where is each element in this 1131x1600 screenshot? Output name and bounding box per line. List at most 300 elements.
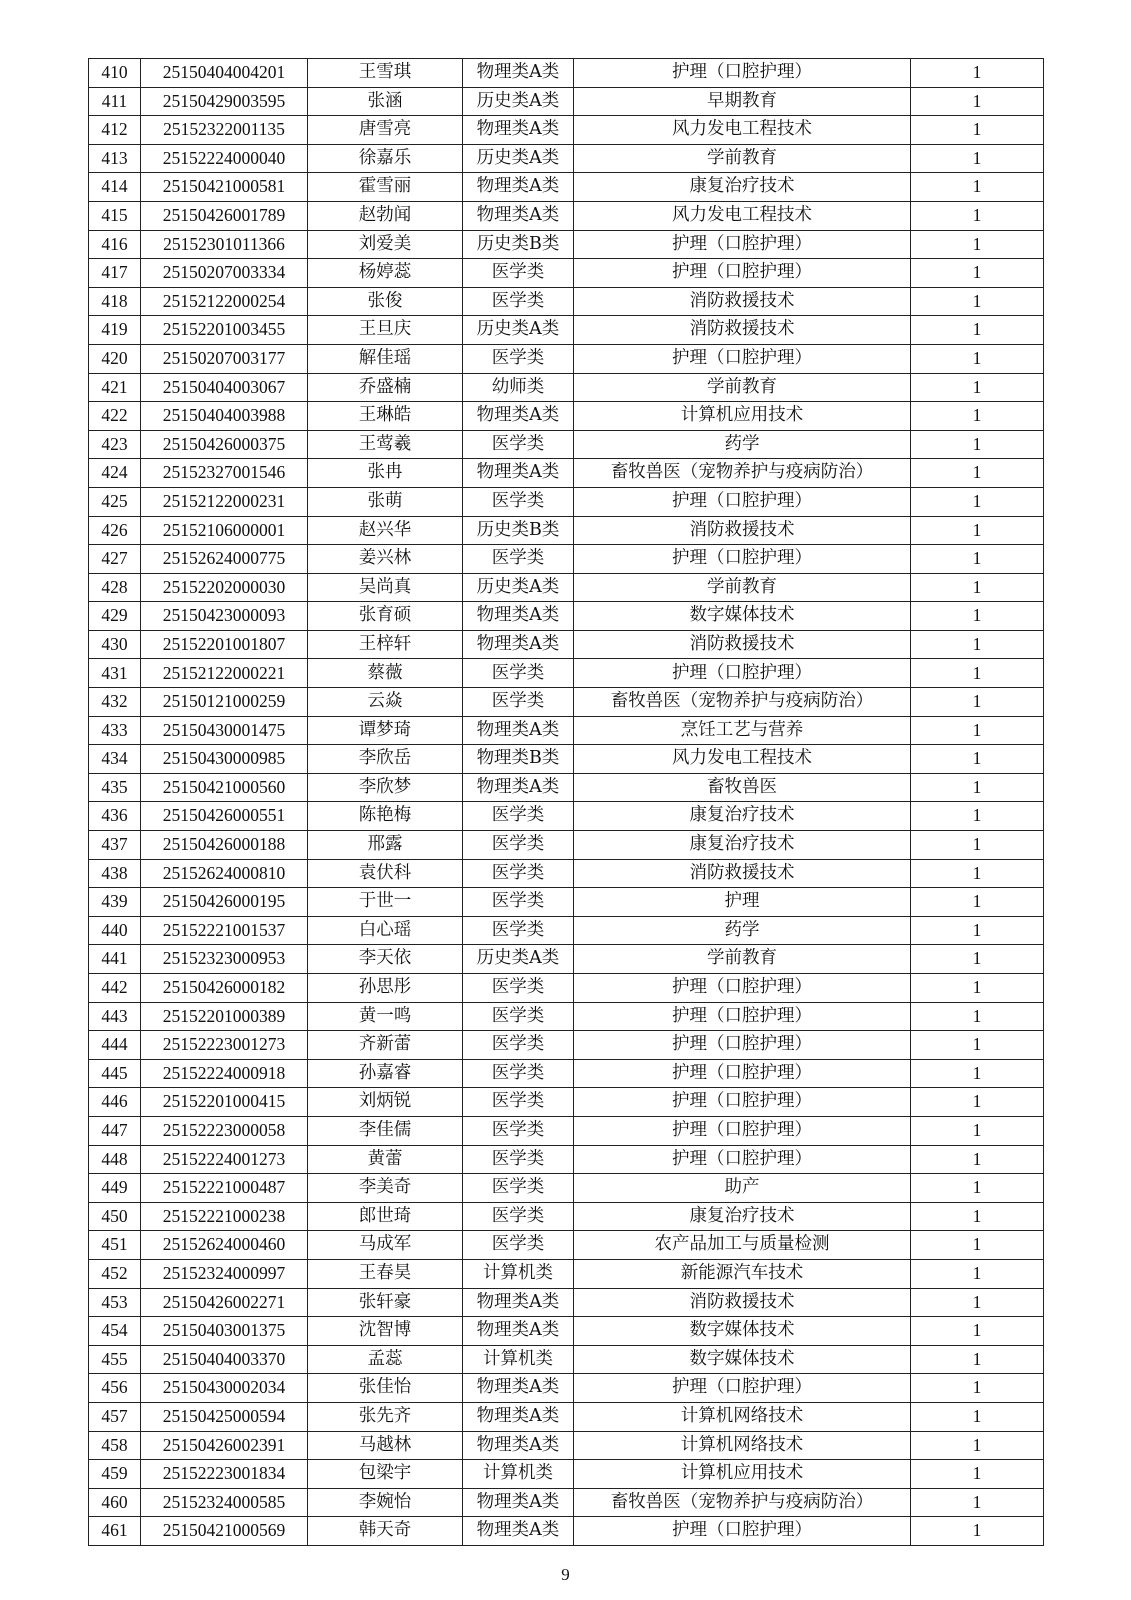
major-cell: 护理（口腔护理）: [574, 59, 911, 88]
candidate-id-cell: 25150404003067: [141, 373, 308, 402]
table-row: [89, 87, 1044, 116]
student-name-cell: 韩天奇: [308, 1517, 463, 1546]
count-cell: 1: [911, 1002, 1044, 1031]
candidate-id-cell: 25152122000221: [141, 659, 308, 688]
category-cell: 医学类: [463, 802, 574, 831]
count-cell: 1: [911, 716, 1044, 745]
major-cell: 护理（口腔护理）: [574, 1002, 911, 1031]
candidate-id-cell: 25150421000560: [141, 773, 308, 802]
major-cell: 护理（口腔护理）: [574, 974, 911, 1003]
major-cell: 护理: [574, 888, 911, 917]
count-cell: 1: [911, 1488, 1044, 1517]
student-name-cell: 李欣梦: [308, 773, 463, 802]
category-cell: 物理类A类: [463, 173, 574, 202]
student-name-cell: 刘爱美: [308, 230, 463, 259]
table-row: [89, 659, 1044, 688]
category-cell: 医学类: [463, 1145, 574, 1174]
category-cell: 医学类: [463, 916, 574, 945]
row-number-cell: 452: [89, 1259, 141, 1288]
major-cell: 学前教育: [574, 573, 911, 602]
count-cell: 1: [911, 1460, 1044, 1489]
candidate-id-cell: 25152201000389: [141, 1002, 308, 1031]
student-name-cell: 解佳瑶: [308, 344, 463, 373]
major-cell: 消防救援技术: [574, 316, 911, 345]
candidate-id-cell: 25150404003988: [141, 402, 308, 431]
category-cell: 医学类: [463, 1231, 574, 1260]
candidate-id-cell: 25152624000810: [141, 859, 308, 888]
student-name-cell: 姜兴林: [308, 545, 463, 574]
category-cell: 历史类A类: [463, 87, 574, 116]
student-name-cell: 于世一: [308, 888, 463, 917]
candidate-id-cell: 25152301011366: [141, 230, 308, 259]
count-cell: 1: [911, 859, 1044, 888]
row-number-cell: 434: [89, 745, 141, 774]
row-number-cell: 458: [89, 1431, 141, 1460]
candidate-id-cell: 25152327001546: [141, 459, 308, 488]
count-cell: 1: [911, 344, 1044, 373]
category-cell: 医学类: [463, 659, 574, 688]
count-cell: 1: [911, 116, 1044, 145]
candidate-id-cell: 25150426002391: [141, 1431, 308, 1460]
candidate-id-cell: 25152223000058: [141, 1116, 308, 1145]
count-cell: 1: [911, 1345, 1044, 1374]
major-cell: 风力发电工程技术: [574, 201, 911, 230]
category-cell: 医学类: [463, 1059, 574, 1088]
category-cell: 物理类A类: [463, 716, 574, 745]
row-number-cell: 456: [89, 1374, 141, 1403]
row-number-cell: 441: [89, 945, 141, 974]
table-row: [89, 59, 1044, 88]
table-row: [89, 1402, 1044, 1431]
major-cell: 消防救援技术: [574, 630, 911, 659]
count-cell: 1: [911, 459, 1044, 488]
table-row: [89, 916, 1044, 945]
candidate-id-cell: 25152224000040: [141, 144, 308, 173]
candidate-id-cell: 25150423000093: [141, 602, 308, 631]
row-number-cell: 443: [89, 1002, 141, 1031]
category-cell: 医学类: [463, 1002, 574, 1031]
count-cell: 1: [911, 1402, 1044, 1431]
student-name-cell: 刘炳锐: [308, 1088, 463, 1117]
row-number-cell: 415: [89, 201, 141, 230]
major-cell: 护理（口腔护理）: [574, 344, 911, 373]
row-number-cell: 417: [89, 259, 141, 288]
student-name-cell: 徐嘉乐: [308, 144, 463, 173]
category-cell: 医学类: [463, 859, 574, 888]
category-cell: 物理类A类: [463, 1374, 574, 1403]
student-name-cell: 王春昊: [308, 1259, 463, 1288]
candidate-id-cell: 25152624000460: [141, 1231, 308, 1260]
candidate-id-cell: 25152322001135: [141, 116, 308, 145]
candidate-id-cell: 25150421000581: [141, 173, 308, 202]
count-cell: 1: [911, 888, 1044, 917]
major-cell: 畜牧兽医（宠物养护与疫病防治）: [574, 688, 911, 717]
count-cell: 1: [911, 831, 1044, 860]
table-row: [89, 1288, 1044, 1317]
row-number-cell: 418: [89, 287, 141, 316]
count-cell: 1: [911, 230, 1044, 259]
row-number-cell: 451: [89, 1231, 141, 1260]
category-cell: 计算机类: [463, 1259, 574, 1288]
row-number-cell: 431: [89, 659, 141, 688]
table-row: [89, 831, 1044, 860]
table-row: [89, 173, 1044, 202]
student-name-cell: 张轩豪: [308, 1288, 463, 1317]
student-name-cell: 马越林: [308, 1431, 463, 1460]
candidate-id-cell: 25150430002034: [141, 1374, 308, 1403]
count-cell: 1: [911, 1116, 1044, 1145]
major-cell: 计算机网络技术: [574, 1402, 911, 1431]
count-cell: 1: [911, 1059, 1044, 1088]
count-cell: 1: [911, 316, 1044, 345]
student-name-cell: 黄一鸣: [308, 1002, 463, 1031]
major-cell: 护理（口腔护理）: [574, 1116, 911, 1145]
count-cell: 1: [911, 516, 1044, 545]
major-cell: 护理（口腔护理）: [574, 1059, 911, 1088]
major-cell: 护理（口腔护理）: [574, 1517, 911, 1546]
major-cell: 学前教育: [574, 144, 911, 173]
category-cell: 物理类A类: [463, 1317, 574, 1346]
major-cell: 护理（口腔护理）: [574, 487, 911, 516]
table-row: [89, 201, 1044, 230]
category-cell: 物理类A类: [463, 1517, 574, 1546]
table-row: [89, 888, 1044, 917]
table-row: [89, 287, 1044, 316]
category-cell: 医学类: [463, 259, 574, 288]
candidate-id-cell: 25152221000487: [141, 1174, 308, 1203]
table-row: [89, 1517, 1044, 1546]
count-cell: 1: [911, 1517, 1044, 1546]
count-cell: 1: [911, 144, 1044, 173]
student-name-cell: 霍雪丽: [308, 173, 463, 202]
table-row: [89, 344, 1044, 373]
row-number-cell: 423: [89, 430, 141, 459]
count-cell: 1: [911, 173, 1044, 202]
major-cell: 早期教育: [574, 87, 911, 116]
student-name-cell: 张俊: [308, 287, 463, 316]
table-row: [89, 230, 1044, 259]
major-cell: 助产: [574, 1174, 911, 1203]
table-row: [89, 1488, 1044, 1517]
student-name-cell: 吴尚真: [308, 573, 463, 602]
category-cell: 医学类: [463, 487, 574, 516]
category-cell: 物理类A类: [463, 1402, 574, 1431]
category-cell: 医学类: [463, 1088, 574, 1117]
count-cell: 1: [911, 1202, 1044, 1231]
count-cell: 1: [911, 659, 1044, 688]
category-cell: 医学类: [463, 344, 574, 373]
student-name-cell: 包梁宇: [308, 1460, 463, 1489]
candidate-id-cell: 25150426000182: [141, 974, 308, 1003]
candidate-id-cell: 25150425000594: [141, 1402, 308, 1431]
count-cell: 1: [911, 745, 1044, 774]
count-cell: 1: [911, 59, 1044, 88]
count-cell: 1: [911, 430, 1044, 459]
category-cell: 历史类A类: [463, 144, 574, 173]
major-cell: 风力发电工程技术: [574, 745, 911, 774]
table-row: [89, 1031, 1044, 1060]
major-cell: 计算机应用技术: [574, 402, 911, 431]
count-cell: 1: [911, 974, 1044, 1003]
candidate-id-cell: 25150429003595: [141, 87, 308, 116]
category-cell: 医学类: [463, 430, 574, 459]
category-cell: 历史类A类: [463, 573, 574, 602]
row-number-cell: 414: [89, 173, 141, 202]
row-number-cell: 413: [89, 144, 141, 173]
row-number-cell: 440: [89, 916, 141, 945]
count-cell: 1: [911, 1431, 1044, 1460]
candidate-id-cell: 25152224000918: [141, 1059, 308, 1088]
major-cell: 数字媒体技术: [574, 602, 911, 631]
candidate-id-cell: 25152324000585: [141, 1488, 308, 1517]
category-cell: 计算机类: [463, 1460, 574, 1489]
table-row: [89, 602, 1044, 631]
student-name-cell: 邢露: [308, 831, 463, 860]
row-number-cell: 438: [89, 859, 141, 888]
count-cell: 1: [911, 1374, 1044, 1403]
student-name-cell: 黄蕾: [308, 1145, 463, 1174]
candidate-id-cell: 25150404003370: [141, 1345, 308, 1374]
row-number-cell: 424: [89, 459, 141, 488]
row-number-cell: 454: [89, 1317, 141, 1346]
student-name-cell: 乔盛楠: [308, 373, 463, 402]
major-cell: 畜牧兽医: [574, 773, 911, 802]
category-cell: 物理类A类: [463, 1288, 574, 1317]
candidate-id-cell: 25152106000001: [141, 516, 308, 545]
row-number-cell: 422: [89, 402, 141, 431]
major-cell: 护理（口腔护理）: [574, 230, 911, 259]
major-cell: 康复治疗技术: [574, 1202, 911, 1231]
candidate-id-cell: 25152202000030: [141, 573, 308, 602]
category-cell: 医学类: [463, 1116, 574, 1145]
candidate-id-cell: 25152201001807: [141, 630, 308, 659]
student-name-cell: 张冉: [308, 459, 463, 488]
student-name-cell: 李婉怡: [308, 1488, 463, 1517]
count-cell: 1: [911, 802, 1044, 831]
student-name-cell: 李天依: [308, 945, 463, 974]
table-row: [89, 859, 1044, 888]
major-cell: 消防救援技术: [574, 516, 911, 545]
row-number-cell: 421: [89, 373, 141, 402]
category-cell: 计算机类: [463, 1345, 574, 1374]
table-row: [89, 259, 1044, 288]
major-cell: 数字媒体技术: [574, 1345, 911, 1374]
category-cell: 物理类A类: [463, 459, 574, 488]
row-number-cell: 447: [89, 1116, 141, 1145]
count-cell: 1: [911, 1145, 1044, 1174]
major-cell: 护理（口腔护理）: [574, 259, 911, 288]
row-number-cell: 449: [89, 1174, 141, 1203]
table-row: [89, 1088, 1044, 1117]
major-cell: 新能源汽车技术: [574, 1259, 911, 1288]
row-number-cell: 460: [89, 1488, 141, 1517]
major-cell: 计算机网络技术: [574, 1431, 911, 1460]
row-number-cell: 428: [89, 573, 141, 602]
candidate-id-cell: 25152223001834: [141, 1460, 308, 1489]
candidate-id-cell: 25150426000551: [141, 802, 308, 831]
count-cell: 1: [911, 688, 1044, 717]
count-cell: 1: [911, 87, 1044, 116]
student-name-cell: 王莺羲: [308, 430, 463, 459]
student-name-cell: 张涵: [308, 87, 463, 116]
category-cell: 医学类: [463, 1031, 574, 1060]
row-number-cell: 437: [89, 831, 141, 860]
row-number-cell: 461: [89, 1517, 141, 1546]
student-name-cell: 李欣岳: [308, 745, 463, 774]
major-cell: 护理（口腔护理）: [574, 1145, 911, 1174]
row-number-cell: 420: [89, 344, 141, 373]
count-cell: 1: [911, 602, 1044, 631]
row-number-cell: 411: [89, 87, 141, 116]
row-number-cell: 450: [89, 1202, 141, 1231]
student-name-cell: 郎世琦: [308, 1202, 463, 1231]
table-row: [89, 1345, 1044, 1374]
candidate-id-cell: 25152624000775: [141, 545, 308, 574]
category-cell: 医学类: [463, 1202, 574, 1231]
candidate-id-cell: 25152201003455: [141, 316, 308, 345]
student-name-cell: 孙思彤: [308, 974, 463, 1003]
major-cell: 风力发电工程技术: [574, 116, 911, 145]
category-cell: 物理类A类: [463, 1488, 574, 1517]
row-number-cell: 410: [89, 59, 141, 88]
table-row: [89, 1059, 1044, 1088]
table-row: [89, 688, 1044, 717]
candidate-id-cell: 25150207003177: [141, 344, 308, 373]
table-body: [89, 59, 1044, 1546]
category-cell: 医学类: [463, 974, 574, 1003]
candidate-id-cell: 25150426001789: [141, 201, 308, 230]
student-name-cell: 张萌: [308, 487, 463, 516]
table-row: [89, 1202, 1044, 1231]
table-row: [89, 1317, 1044, 1346]
major-cell: 消防救援技术: [574, 1288, 911, 1317]
student-name-cell: 齐新蕾: [308, 1031, 463, 1060]
major-cell: 护理（口腔护理）: [574, 1088, 911, 1117]
row-number-cell: 453: [89, 1288, 141, 1317]
category-cell: 物理类A类: [463, 402, 574, 431]
table-row: [89, 1116, 1044, 1145]
table-row: [89, 1174, 1044, 1203]
candidate-id-cell: 25152224001273: [141, 1145, 308, 1174]
table-row: [89, 516, 1044, 545]
table-row: [89, 1374, 1044, 1403]
row-number-cell: 426: [89, 516, 141, 545]
row-number-cell: 459: [89, 1460, 141, 1489]
candidate-id-cell: 25152201000415: [141, 1088, 308, 1117]
major-cell: 消防救援技术: [574, 287, 911, 316]
row-number-cell: 444: [89, 1031, 141, 1060]
table-row: [89, 802, 1044, 831]
row-number-cell: 433: [89, 716, 141, 745]
table-row: [89, 1145, 1044, 1174]
major-cell: 护理（口腔护理）: [574, 545, 911, 574]
major-cell: 计算机应用技术: [574, 1460, 911, 1489]
candidate-id-cell: 25150430001475: [141, 716, 308, 745]
major-cell: 药学: [574, 916, 911, 945]
major-cell: 畜牧兽医（宠物养护与疫病防治）: [574, 459, 911, 488]
table-row: [89, 459, 1044, 488]
student-name-cell: 张育硕: [308, 602, 463, 631]
student-name-cell: 李美奇: [308, 1174, 463, 1203]
candidate-id-cell: 25150403001375: [141, 1317, 308, 1346]
category-cell: 物理类A类: [463, 630, 574, 659]
category-cell: 历史类A类: [463, 316, 574, 345]
student-name-cell: 赵兴华: [308, 516, 463, 545]
count-cell: 1: [911, 630, 1044, 659]
row-number-cell: 442: [89, 974, 141, 1003]
candidate-id-cell: 25150426002271: [141, 1288, 308, 1317]
row-number-cell: 416: [89, 230, 141, 259]
major-cell: 护理（口腔护理）: [574, 1031, 911, 1060]
student-name-cell: 孙嘉睿: [308, 1059, 463, 1088]
major-cell: 畜牧兽医（宠物养护与疫病防治）: [574, 1488, 911, 1517]
table-row: [89, 1431, 1044, 1460]
table-row: [89, 974, 1044, 1003]
category-cell: 医学类: [463, 888, 574, 917]
category-cell: 物理类A类: [463, 1431, 574, 1460]
major-cell: 护理（口腔护理）: [574, 1374, 911, 1403]
candidate-id-cell: 25152324000997: [141, 1259, 308, 1288]
candidate-id-cell: 25152221001537: [141, 916, 308, 945]
count-cell: 1: [911, 1259, 1044, 1288]
category-cell: 医学类: [463, 287, 574, 316]
major-cell: 药学: [574, 430, 911, 459]
table-row: [89, 1259, 1044, 1288]
category-cell: 历史类A类: [463, 945, 574, 974]
student-name-cell: 杨婷蕊: [308, 259, 463, 288]
student-name-cell: 张先齐: [308, 1402, 463, 1431]
table-row: [89, 573, 1044, 602]
category-cell: 医学类: [463, 688, 574, 717]
candidate-id-cell: 25150207003334: [141, 259, 308, 288]
table-row: [89, 1460, 1044, 1489]
row-number-cell: 427: [89, 545, 141, 574]
table-row: [89, 430, 1044, 459]
page-number: 9: [561, 1565, 570, 1584]
category-cell: 医学类: [463, 545, 574, 574]
table-row: [89, 144, 1044, 173]
count-cell: 1: [911, 916, 1044, 945]
row-number-cell: 429: [89, 602, 141, 631]
count-cell: 1: [911, 573, 1044, 602]
category-cell: 历史类B类: [463, 230, 574, 259]
major-cell: 学前教育: [574, 373, 911, 402]
student-name-cell: 谭梦琦: [308, 716, 463, 745]
count-cell: 1: [911, 1174, 1044, 1203]
candidate-id-cell: 25152122000254: [141, 287, 308, 316]
student-name-cell: 王雪琪: [308, 59, 463, 88]
category-cell: 物理类A类: [463, 773, 574, 802]
count-cell: 1: [911, 201, 1044, 230]
count-cell: 1: [911, 545, 1044, 574]
count-cell: 1: [911, 287, 1044, 316]
row-number-cell: 419: [89, 316, 141, 345]
major-cell: 农产品加工与质量检测: [574, 1231, 911, 1260]
row-number-cell: 439: [89, 888, 141, 917]
table-row: [89, 487, 1044, 516]
count-cell: 1: [911, 945, 1044, 974]
table-row: [89, 630, 1044, 659]
category-cell: 物理类A类: [463, 116, 574, 145]
table-row: [89, 373, 1044, 402]
category-cell: 幼师类: [463, 373, 574, 402]
candidate-id-cell: 25152122000231: [141, 487, 308, 516]
category-cell: 物理类A类: [463, 602, 574, 631]
count-cell: 1: [911, 773, 1044, 802]
student-name-cell: 沈智博: [308, 1317, 463, 1346]
table-row: [89, 545, 1044, 574]
table-row: [89, 773, 1044, 802]
